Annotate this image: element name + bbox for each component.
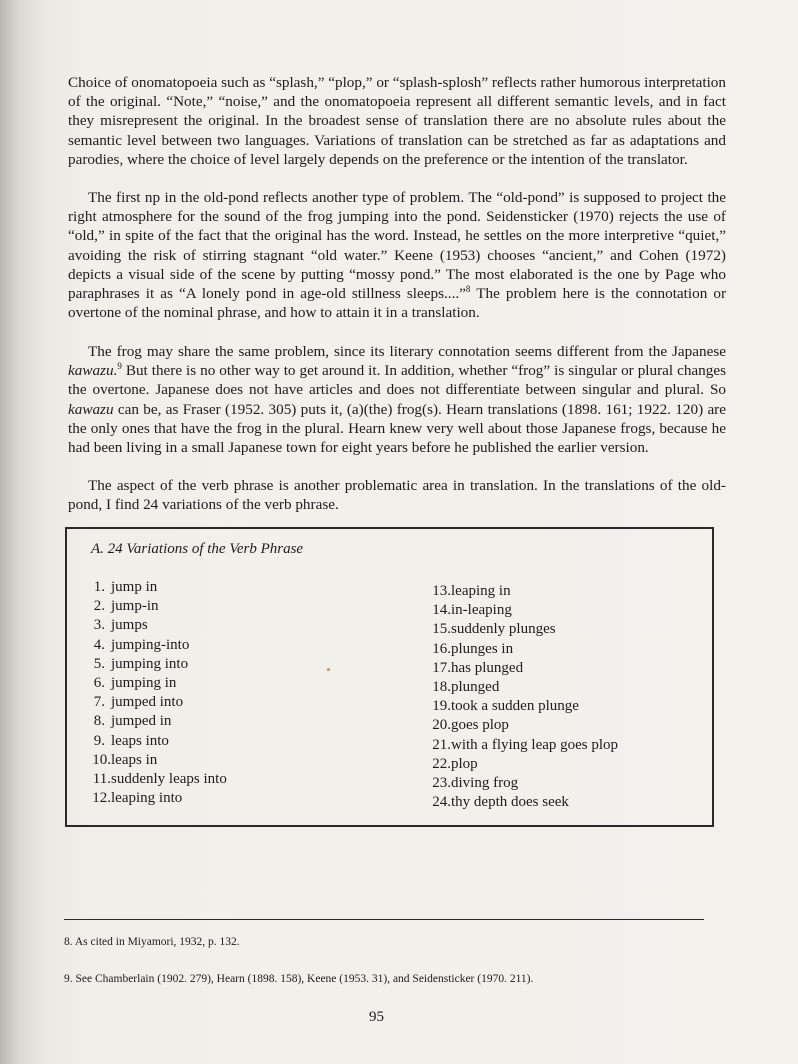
item-number: 20.	[432, 717, 451, 734]
item-text: took a sudden plunge	[451, 698, 579, 715]
list-item	[427, 716, 707, 735]
paragraph-3-text-a: The frog may share the same problem, since its literary connotation seems different from the Japanese	[88, 343, 726, 360]
item-text: jump-in	[111, 598, 159, 615]
item-number: 21.	[432, 736, 451, 753]
item-number: 22.	[432, 755, 451, 772]
item-number: 18.	[432, 679, 451, 696]
item-text: leaping in	[451, 583, 511, 599]
item-number: 24.	[432, 794, 451, 811]
item-number: 13.	[432, 583, 451, 599]
verb-variations-box	[65, 527, 714, 827]
item-text: jumping-into	[111, 636, 190, 653]
paragraph-3-text-c: can be, as Fraser (1952. 305) puts it, (a)(the) frog(s). Hearn translations (1898. 161; 1922. 120) are the only ones that have the frog in the plural. Hearn knew very well about those Japanese frogs, because he had been living in a small Japanese town for eight years before he published the earlier version.	[68, 400, 726, 457]
list-item	[427, 697, 707, 716]
item-number: 11.	[92, 771, 111, 788]
paragraph-1-text: Choice of onomatopoeia such as “splash,” “plop,” or “splash-splosh” reflects rather humorous interpretation of the original. “Note,” “noise,” and the onomatopoeia represent all different semantic levels, and in fact they misrepresent the original. In the broadest sense of translation there are no absolute rules about the semantic level between two languages. Variations of translation can be stretched as far as adaptations and parodies, where the choice of level largely depends on the preference or the intention of the translator.	[68, 74, 726, 168]
item-text: suddenly plunges	[451, 621, 556, 638]
list-item	[89, 674, 409, 693]
list-item	[89, 712, 409, 731]
list-item	[427, 678, 707, 697]
list-item	[89, 693, 409, 712]
list-item	[89, 751, 409, 770]
item-number: 10.	[92, 751, 111, 768]
item-text: suddenly leaps into	[111, 771, 227, 788]
item-number: 9.	[93, 732, 105, 749]
item-number: 8.	[93, 713, 105, 730]
item-text: jumping into	[111, 655, 189, 672]
list-item	[427, 736, 707, 755]
footnote-divider	[64, 919, 704, 920]
item-text: leaps in	[111, 751, 158, 768]
paragraph-4-text: The aspect of the verb phrase is another problematic area in translation. In the translations of the old-pond, I find 24 variations of the verb phrase.	[68, 477, 726, 514]
paragraph-2-text-a: The first np in the old-pond reflects another type of problem. The “old-pond” is supposed to project the right atmosphere for the sound of the frog jumping into the pond. Seidensticker (1970) rejects the use of “old,” in spite of the fact that the original has the word. Instead, he settles on the more interpretive “quiet,” avoiding the risk of stirring stagnant “old water.” Keene (1953) chooses “ancient,” and Cohen (1972) depicts a visual side of the scene by putting “mossy pond.” The most elaborated is the one by Page who paraphrases it as “A lonely pond in age-old stillness sleeps....”	[68, 189, 726, 303]
item-number: 19.	[432, 698, 451, 715]
item-text: plunges in	[451, 640, 514, 657]
list-item	[89, 770, 409, 789]
variations-list-left	[89, 578, 409, 808]
paragraph-2	[68, 188, 726, 322]
item-number: 3.	[93, 617, 105, 634]
item-text: plop	[451, 755, 478, 772]
paper-speck	[327, 668, 330, 671]
list-item	[427, 582, 707, 601]
item-number: 5.	[93, 655, 105, 672]
list-item	[427, 659, 707, 678]
item-number: 6.	[93, 675, 105, 692]
item-number: 17.	[432, 659, 451, 676]
item-text: leaps into	[111, 732, 169, 749]
item-text: goes plop	[451, 717, 509, 734]
box-title: A. 24 Variations of the Verb Phrase	[91, 541, 304, 557]
list-item	[89, 578, 409, 597]
list-item	[89, 597, 409, 616]
item-text: plunged	[451, 679, 500, 696]
footnote-9: 9. See Chamberlain (1902. 279), Hearn (1898. 158), Keene (1953. 31), and Seidensticker (1970. 211).	[64, 973, 534, 985]
paragraph-4	[68, 476, 726, 514]
paragraph-1	[68, 73, 726, 169]
page-number: 95	[369, 1009, 384, 1025]
item-text: has plunged	[451, 659, 524, 676]
item-number: 12.	[92, 790, 111, 807]
list-item	[89, 655, 409, 674]
item-text: jump in	[111, 579, 158, 595]
item-number: 16.	[432, 640, 451, 657]
paragraph-2-text-b: The problem here is the connotation or overtone of the nominal phrase, and how to attain it in a translation.	[68, 285, 727, 322]
list-item	[427, 601, 707, 620]
item-text: jumped in	[111, 713, 172, 730]
item-number: 15.	[432, 621, 451, 638]
list-item	[427, 774, 707, 793]
item-text: jumping in	[111, 675, 177, 692]
footnote-ref-9: 9	[117, 361, 122, 372]
item-text: diving frog	[451, 775, 519, 792]
list-item	[89, 636, 409, 655]
list-item	[89, 789, 409, 808]
item-text: thy depth does seek	[451, 794, 569, 811]
item-text: jumps	[111, 617, 148, 634]
kawazu-term: kawazu.	[68, 362, 118, 380]
kawazu-term: kawazu	[68, 400, 114, 418]
item-text: in-leaping	[451, 602, 512, 619]
list-item	[427, 640, 707, 659]
item-number: 2.	[93, 598, 105, 615]
list-item	[427, 793, 707, 812]
footnote-ref-8: 8	[465, 283, 471, 294]
list-item	[89, 616, 409, 635]
item-number: 7.	[93, 694, 105, 711]
variations-list-right	[427, 582, 707, 812]
list-item	[89, 732, 409, 751]
item-number: 4.	[93, 636, 105, 653]
paragraph-3	[68, 342, 726, 457]
item-text: jumped into	[111, 694, 184, 711]
item-number: 23.	[432, 775, 451, 792]
item-text: leaping into	[111, 790, 183, 807]
item-number: 14.	[432, 602, 451, 619]
item-number: 1.	[93, 579, 105, 595]
footnote-8: 8. As cited in Miyamori, 1932, p. 132.	[64, 936, 240, 948]
list-item	[427, 755, 707, 774]
item-text: with a flying leap goes plop	[451, 736, 619, 753]
list-item	[427, 620, 707, 639]
paragraph-3-text-b: But there is no other way to get around it. In addition, whether “frog” is singular or plural changes the overtone. Japanese does not have articles and does not differentiate between singular and plural. So	[68, 362, 726, 399]
